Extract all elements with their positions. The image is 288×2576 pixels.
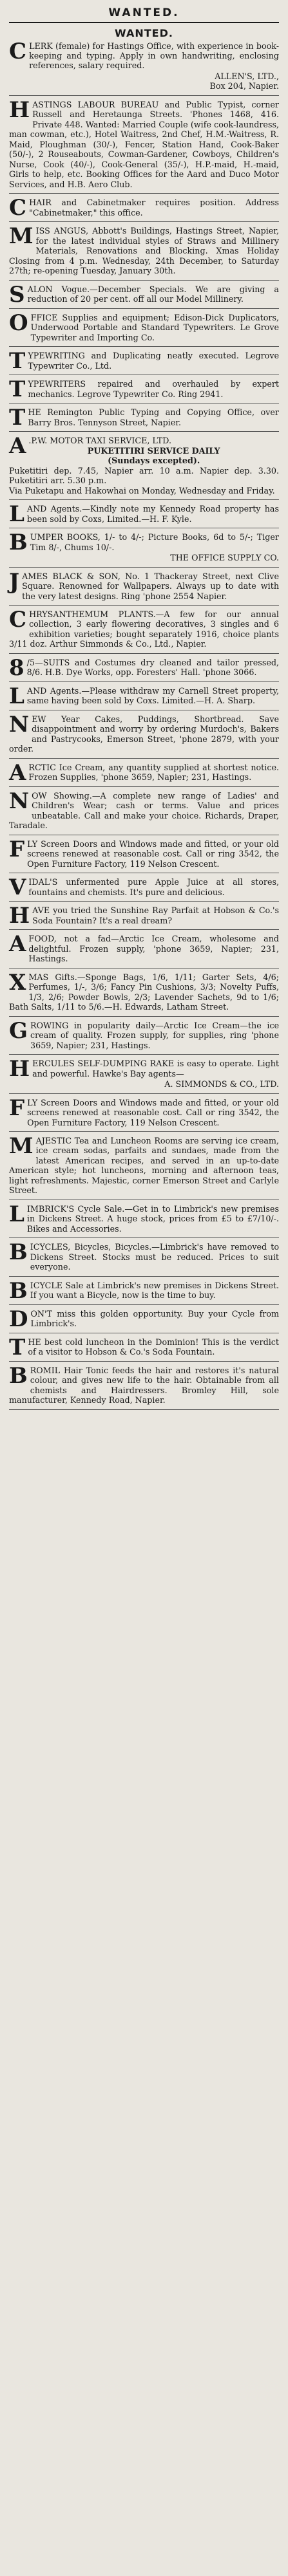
drop-cap-letter: S: [9, 281, 25, 308]
classified-ad-xmas: [9, 968, 279, 1017]
ad-body-text: HE Remington Public Typing and Copying Office, over Barry Bros. Tennyson Street, Napier.: [28, 407, 279, 427]
drop-cap-letter: T: [9, 376, 26, 403]
ad-body-text: YPEWRITING and Duplicating neatly executed. Legrove Typewriter Co., Ltd.: [28, 351, 279, 371]
ad-body-text: ROMIL Hair Tonic feeds the hair and restores it's natural colour, and gives new life to the hair. Obtainable from all chemists and Hairdressers. Bromley Hill, sole manufacturer, Kennedy Road, Napier.: [9, 1365, 279, 1405]
classified-ad-remington: [9, 403, 279, 432]
drop-cap-letter: A: [9, 931, 26, 958]
ad-body-text: HAIR and Cabinetmaker requires position. Address "Cabinetmaker," this office.: [29, 198, 279, 218]
classified-ad-bumper: [9, 528, 279, 567]
classified-ad-land: [9, 500, 279, 528]
classified-ad-hercules: [9, 1055, 279, 1093]
classified-ad-sunshine: [9, 902, 279, 930]
drop-cap-letter: A: [9, 759, 26, 786]
ad-body-text: MAS Gifts.—Sponge Bags, 1/6, 1/11; Garter Sets, 4/6; Perfumes, 1/-, 3/6; Fancy Pin Cushions, 3/3; Novelty Puffs, 1/3, 2/6; Powder Bowls, 2/3; Lavender Sachets, 9d to 1/6; Bath Salts, 1/11 to 5/6.—H. Edwards, Latham Street.: [9, 972, 279, 1012]
drop-cap-letter: A: [9, 433, 26, 459]
classified-ad-showing: [9, 787, 279, 835]
classified-ad-angus: [9, 222, 279, 280]
drop-cap-letter: M: [9, 223, 34, 250]
ad-body-text: ALON Vogue.—December Specials. We are giving a reduction of 20 per cent. off all our Model Millinery.: [27, 284, 279, 304]
classified-ad-chrysanthemum: [9, 606, 279, 654]
ad-body-text: ICYCLES, Bicycles, Bicycles.—Limbrick's have removed to Dickens Street. Stocks must be reduced. Prices to suit everyone.: [30, 1242, 279, 1272]
classified-ad-bromil: [9, 1362, 279, 1410]
classified-ad-salon: [9, 281, 279, 309]
ad-body-text: ICYCLE Sale at Limbrick's new premises in Dickens Street. If you want a Bicycle, now is the time to buy.: [30, 1280, 279, 1301]
ad-body-text: ROWING in popularity daily—Arctic Ice Cream—the ice cream of quality. Frozen supply, for supplies, ring 'phone 3659, Napier; 231, Hastings.: [30, 1020, 279, 1050]
ad-signature: THE OFFICE SUPPLY CO.: [170, 553, 279, 563]
drop-cap-letter: L: [9, 1201, 24, 1227]
ad-body-text: /5—SUITS and Costumes dry cleaned and tailor pressed, 8/6. H.B. Dye Works, opp. Foresters' Hall. 'phone 3066.: [26, 657, 279, 678]
ad-subheading: PUKETITIRI SERVICE DAILY: [87, 445, 220, 456]
drop-cap-letter: C: [9, 38, 27, 64]
ad-body-text: UMPER BOOKS, 1/- to 4/-; Picture Books, 6d to 5/-; Tiger Tim 8/-, Chums 10/-.: [30, 532, 279, 552]
ad-body-text: .P.W. MOTOR TAXI SERVICE, LTD.: [28, 436, 172, 446]
ad-body-text: AND Agents.—Please withdraw my Carnell Street property, same having been sold by Coxs. Limited.—H. A. Sharp.: [26, 685, 279, 706]
ad-signature: A. SIMMONDS & CO., LTD.: [164, 1079, 279, 1089]
ad-body-text: RCTIC Ice Cream, any quantity supplied at shortest notice. Frozen Supplies, 'phone 3659, Napier; 231, Hastings.: [28, 762, 279, 783]
drop-cap-letter: B: [9, 530, 28, 556]
classified-ad-vidals: [9, 873, 279, 902]
drop-cap-letter: N: [9, 711, 30, 737]
drop-cap-letter: G: [9, 1017, 28, 1044]
ad-body-text: AND Agents.—Kindly note my Kennedy Road property has been sold by Coxs, Limited.—H. F. Kyle.: [26, 504, 279, 524]
classified-ad-majestic: [9, 1132, 279, 1200]
drop-cap-letter: T: [9, 1334, 26, 1360]
ad-body-text: AMES BLACK & SON, No. 1 Thackeray Street, next Clive Square. Renowned for Wallpapers. Always up to date with the very latest designs. Ring 'phone 2554 Napier.: [22, 571, 279, 601]
classified-ad-fly: [9, 835, 279, 873]
ad-body-text: IDAL'S unfermented pure Apple Juice at all stores, fountains and chemists. It's pure and delicious.: [28, 877, 279, 897]
classified-ad-labour: [9, 96, 279, 194]
ad-body-text: LY Screen Doors and Windows made and fitted, or your old screens renewed at reasonable cost. Call or ring 3542, the Open Furniture Factory, 119 Nelson Crescent.: [27, 1097, 279, 1127]
ad-signature: ALLEN'S, LTD.,: [215, 71, 279, 81]
drop-cap-letter: J: [9, 568, 20, 595]
classified-ad-land2: [9, 682, 279, 710]
column-title: WANTED.: [9, 3, 279, 23]
ads-list: [9, 23, 279, 1410]
ad-body-text: ERCULES SELF-DUMPING RAKE is easy to operate. Light and powerful. Hawke's Bay agents—: [32, 1059, 279, 1079]
drop-cap-letter: 8: [9, 654, 24, 681]
classified-ad-suits: [9, 654, 279, 682]
classified-ad-arctic: [9, 759, 279, 787]
drop-cap-letter: H: [9, 1056, 30, 1082]
ad-body-text: OW Showing.—A complete new range of Ladies' and Children's Wear; cash or terms. Value and prices unbeatable. Call and make your choice. Richards, Draper, Taradale.: [9, 790, 279, 831]
classified-ad-typewriting: [9, 347, 279, 375]
drop-cap-letter: B: [9, 1277, 28, 1304]
ad-body-text: YPEWRITERS repaired and overhauled by expert mechanics. Legrove Typewriter Co. Ring 2941.: [28, 379, 279, 399]
classified-ad-black: [9, 568, 279, 606]
ad-body-text: LY Screen Doors and Windows made and fitted, or your old screens renewed at reasonable cost. Call or ring 3542, the Open Furniture Factory, 119 Nelson Crescent.: [27, 839, 279, 869]
drop-cap-letter: T: [9, 405, 26, 431]
ad-body-text: HRYSANTHEMUM PLANTS.—A few for our annual collection, 3 early flowering decoratives, 3 singles and 6 exhibition varieties; bought separately 1916, choice plants 3/11 doz. Arthur Simmonds & Co., Ltd., Napier.: [9, 609, 279, 649]
drop-cap-letter: B: [9, 1239, 28, 1266]
classified-ad-bestcold: [9, 1333, 279, 1362]
classified-ad-typewriters: [9, 375, 279, 403]
drop-cap-letter: L: [9, 683, 24, 709]
ad-body-text-3: Via Puketapu and Hakowhai on Monday, Wednesday and Friday.: [9, 485, 275, 496]
ad-body-text: ISS ANGUS, Abbott's Buildings, Hastings Street, Napier, for the latest individual styles of Straws and Millinery Materials, Renovations and Blocking. Xmas Holiday Closing from 4 p.m. Wednesday, 24th December, to Saturday 27th; re-opening Tuesday, January 30th.: [9, 226, 279, 276]
ad-body-text: AVE you tried the Sunshine Ray Parfait at Hobson & Co.'s Soda Fountain? It's a real dream?: [32, 905, 279, 925]
drop-cap-letter: O: [9, 310, 28, 336]
drop-cap-letter: D: [9, 1306, 28, 1332]
classified-ad-chair: [9, 194, 279, 222]
ad-body-text: AJESTIC Tea and Luncheon Rooms are serving ice cream, ice cream sodas, parfaits and sundaes, made from the latest American recipes, and served in an up-to-date American style; hot luncheons, morning and afternoon teas, light refreshments. Majestic, corner Emerson Street and Carlyle Street.: [9, 1136, 279, 1196]
classified-ad-food: [9, 930, 279, 968]
drop-cap-letter: C: [9, 606, 27, 633]
ad-body-text: ASTINGS LABOUR BUREAU and Public Typist, corner Russell and Heretaunga Streets. 'Phones 1468, 416. Private 448. Wanted: Married Couple (wife cook-laundress, man cowman, etc.), Hotel Waitress, 2nd Chef, H.M.-Waitress, R. Maid, Ploughman (30/-), Fencer, Station Hand, Cook-Baker (50/-), 2 Rouseabouts, Cowman-Gardener, Cowboys, Children's Nurse, Cook (40/-), Cook-General (35/-), H.P.-maid, H.-maid, Girls to help, etc. Booking Offices for the Aard and Duco Motor Services, and H.B. Aero Club.: [9, 99, 279, 189]
ad-body-text: FFICE Supplies and equipment; Edison-Dick Duplicators, Underwood Portable and Standard Typewriters. Le Grove Typewriter and Importing Co.: [30, 312, 279, 342]
ad-body-text: LERK (female) for Hastings Office, with experience in book-keeping and typing. Apply in own handwriting, enclosing references, salary required.: [29, 41, 279, 71]
drop-cap-letter: C: [9, 195, 27, 221]
drop-cap-letter: T: [9, 348, 26, 375]
drop-cap-letter: L: [9, 501, 24, 528]
drop-cap-letter: F: [9, 1095, 25, 1121]
drop-cap-letter: N: [9, 788, 30, 814]
ad-body-text: ON'T miss this golden opportunity. Buy your Cycle from Limbrick's.: [30, 1308, 279, 1329]
classified-ad-dont: [9, 1305, 279, 1333]
drop-cap-letter: F: [9, 836, 25, 862]
drop-cap-letter: H: [9, 97, 30, 123]
drop-cap-letter: X: [9, 969, 26, 996]
ad-heading: WANTED.: [115, 27, 173, 39]
ad-body-text: FOOD, not a fad—Arctic Ice Cream, wholesome and delightful. Frozen supply, 'phone 3659, Napier; 231, Hastings.: [28, 934, 279, 964]
drop-cap-letter: V: [9, 875, 26, 901]
drop-cap-letter: M: [9, 1133, 34, 1159]
classified-ad-apw: [9, 432, 279, 500]
classified-ad-growing: [9, 1017, 279, 1055]
ad-body-text: HE best cold luncheon in the Dominion! This is the verdict of a visitor to Hobson & Co.'s Soda Fountain.: [28, 1337, 279, 1357]
drop-cap-letter: H: [9, 903, 30, 929]
ad-body-text: IMBRICK'S Cycle Sale.—Get in to Limbrick's new premises in Dickens Street. A huge stock, prices from £5 to £7/10/-. Bikes and Accessories.: [26, 1203, 279, 1234]
classified-ad-fly2: [9, 1094, 279, 1132]
drop-cap-letter: B: [9, 1362, 28, 1389]
classified-ad-bicycles: [9, 1238, 279, 1276]
ad-address: Box 204, Napier.: [209, 81, 279, 91]
ad-body-text-2: Puketitiri dep. 7.45, Napier arr. 10 a.m. Napier dep. 3.30. Puketitiri arr. 5.30 p.m.: [9, 465, 279, 486]
classified-ad-bicyclesale: [9, 1277, 279, 1305]
ad-subheading-note: (Sundays excepted).: [108, 456, 200, 466]
classified-ad-office: [9, 309, 279, 347]
classified-ad-limbrick: [9, 1200, 279, 1238]
classified-ad-newyear: [9, 710, 279, 759]
ad-body-text: EW Year Cakes, Puddings, Shortbread. Save disappointment and worry by ordering Murdoch's, Bakers and Pastrycooks, Emerson Street, 'phone 2879, with your order.: [9, 714, 279, 754]
classified-ad-clerk: [9, 23, 279, 96]
